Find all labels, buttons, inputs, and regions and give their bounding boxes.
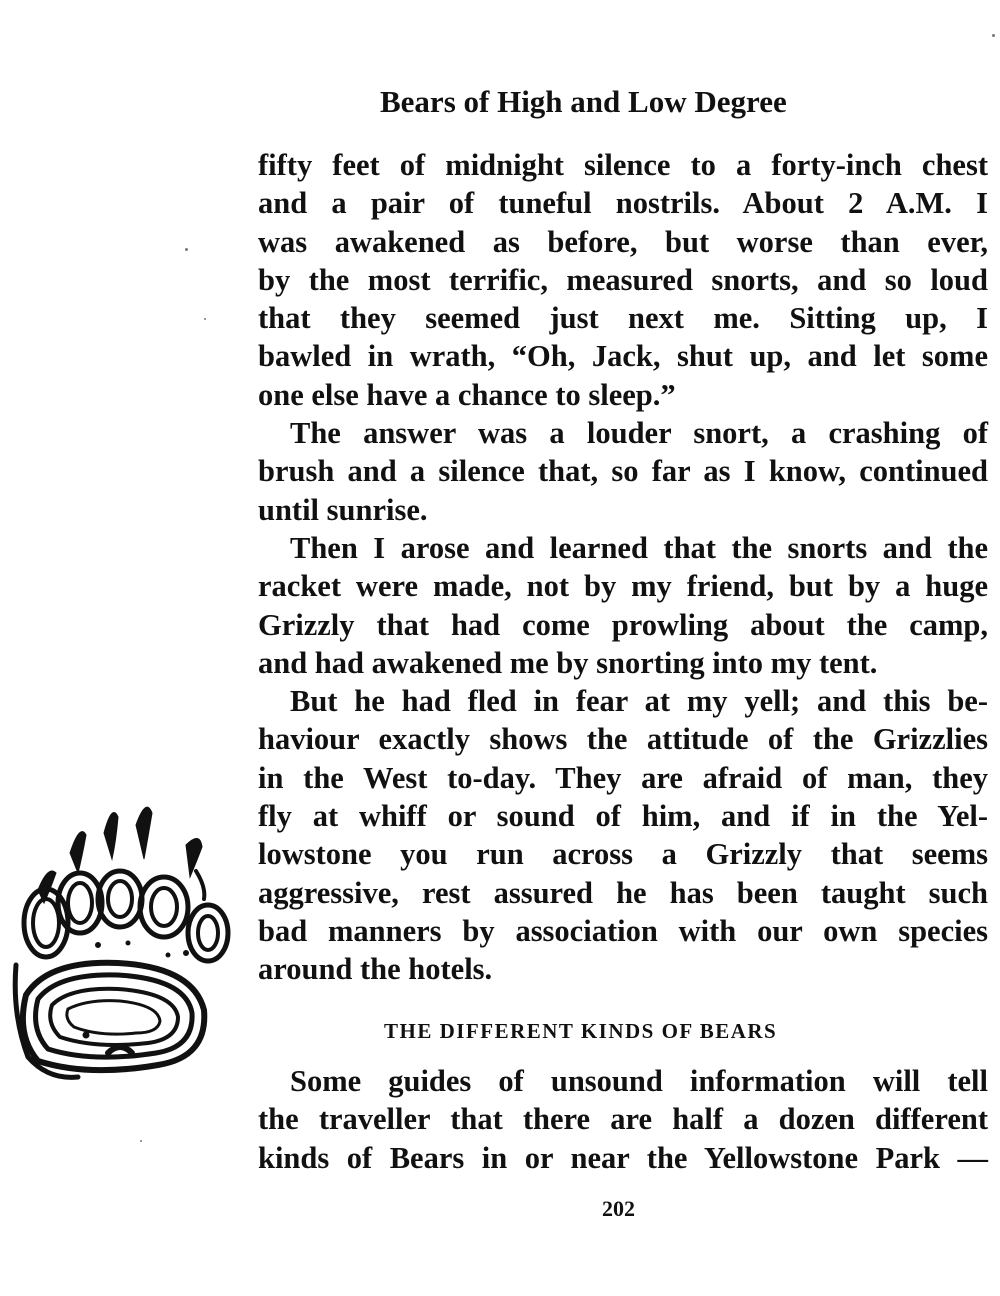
text-line: and a pair of tuneful nostrils. About 2 A.M. I [258,186,988,221]
text-line: Grizzly that had come prowling about the camp, [258,607,988,642]
scan-speckle [140,1140,142,1142]
scan-speckle [204,318,206,320]
text-line: one else have a chance to sleep.” [258,377,676,412]
text-line: around the hotels. [258,952,493,987]
text-line: racket were made, not by my friend, but by a huge [258,569,988,604]
paragraph-4 [258,682,988,988]
text-line: that they seemed just next me. Sitting up, I [258,301,988,336]
text-line: lowstone you run across a Grizzly that seems [258,837,988,872]
text-line: until sunrise. [258,492,428,527]
scan-speckle [185,248,188,251]
text-line: was awakened as before, but worse than ever, [258,224,988,259]
text-line: brush and a silence that, so far as I know, continued [258,454,988,489]
text-line: haviour exactly shows the attitude of the Grizzlies [258,722,988,757]
text-line: fifty feet of midnight silence to a forty-inch chest [258,148,988,182]
scan-speckle [992,34,995,37]
text-line: But he had fled in fear at my yell; and this be- [290,684,988,719]
section-paragraph [258,1062,988,1177]
text-line: and had awakened me by snorting into my tent. [258,645,878,680]
paragraph-2 [258,414,988,529]
bear-paw-print-icon [8,795,240,1085]
text-line: kinds of Bears in or near the Yellowstone Park — [258,1140,988,1175]
text-line: Some guides of unsound information will tell [290,1064,988,1098]
text-line: aggressive, rest assured he has been taught such [258,875,988,910]
text-line: Then I arose and learned that the snorts and the [290,530,988,565]
text-line: bad manners by association with our own species [258,913,988,948]
text-line: by the most terrific, measured snorts, and so loud [258,262,988,297]
text-line: in the West to-day. They are afraid of man, they [258,760,988,795]
running-header: Bears of High and Low Degree [380,84,787,119]
text-line: fly at whiff or sound of him, and if in the Yel- [258,799,988,834]
text-line: the traveller that there are half a dozen different [258,1102,988,1137]
paragraph-1 [258,146,988,414]
text-line: The answer was a louder snort, a crashing of [290,416,988,451]
main-text [258,146,988,989]
paragraph-3 [258,529,988,682]
page-number: 202 [602,1196,635,1221]
section-heading: THE DIFFERENT KINDS OF BEARS [384,1019,778,1043]
text-line: bawled in wrath, “Oh, Jack, shut up, and let some [258,339,988,374]
